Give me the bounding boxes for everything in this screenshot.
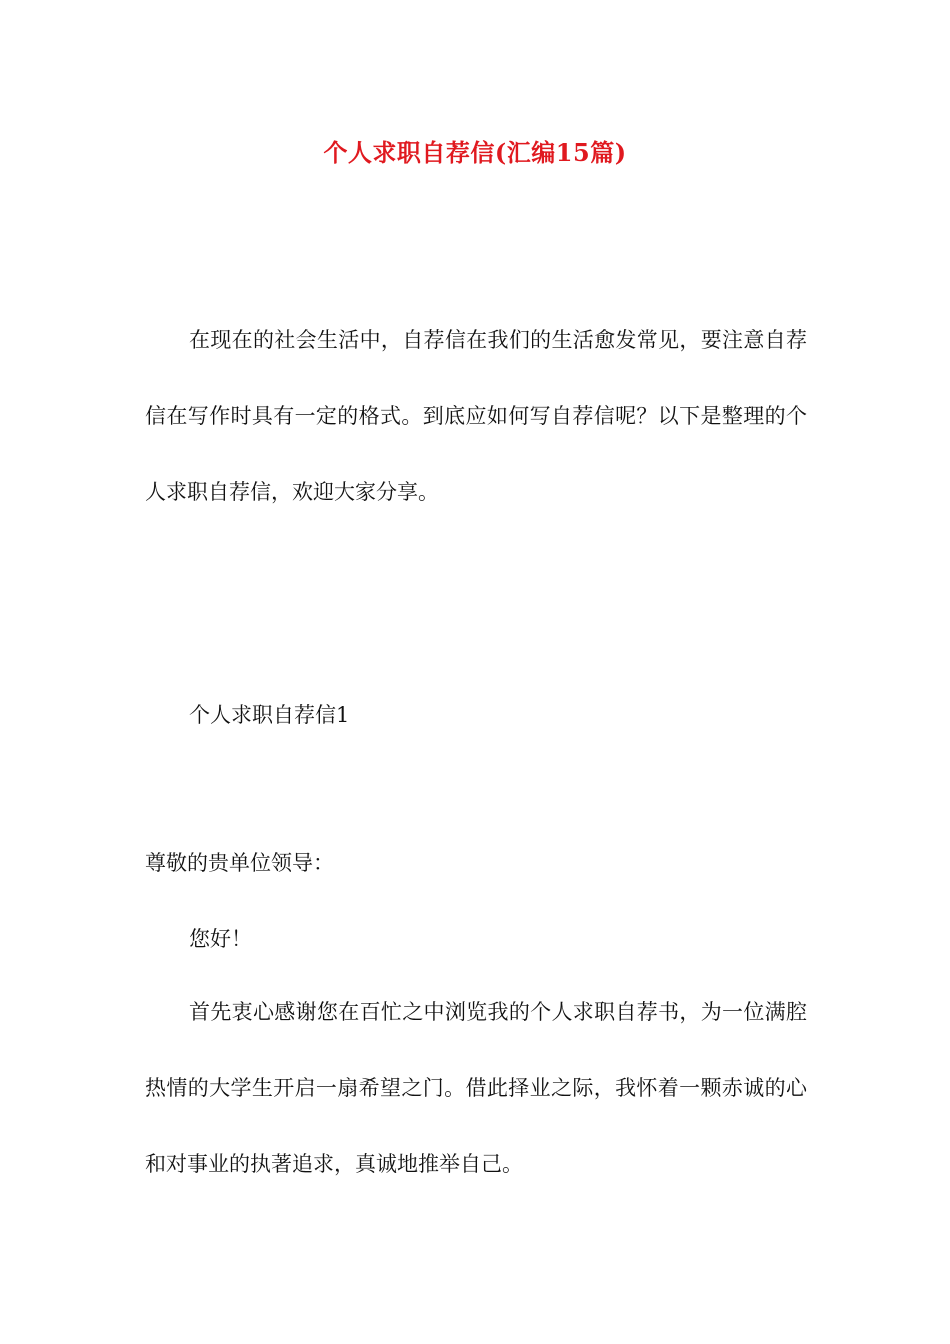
greeting: 您好！	[189, 927, 252, 951]
body-paragraph: 首先衷心感谢您在百忙之中浏览我的个人求职自荐书，为一位满腔热情的大学生开启一扇希望之门。借此择业之际，我怀着一颗赤诚的心和对事业的执著追求，真诚地推举自己。	[145, 1000, 807, 1176]
section-heading: 个人求职自荐信1	[189, 703, 350, 727]
salutation: 尊敬的贵单位领导：	[145, 851, 334, 875]
intro-paragraph: 在现在的社会生活中，自荐信在我们的生活愈发常见，要注意自荐信在写作时具有一定的格式。到底应如何写自荐信呢？以下是整理的个人求职自荐信，欢迎大家分享。	[145, 328, 807, 504]
document-title: 个人求职自荐信(汇编15篇)	[323, 138, 627, 167]
